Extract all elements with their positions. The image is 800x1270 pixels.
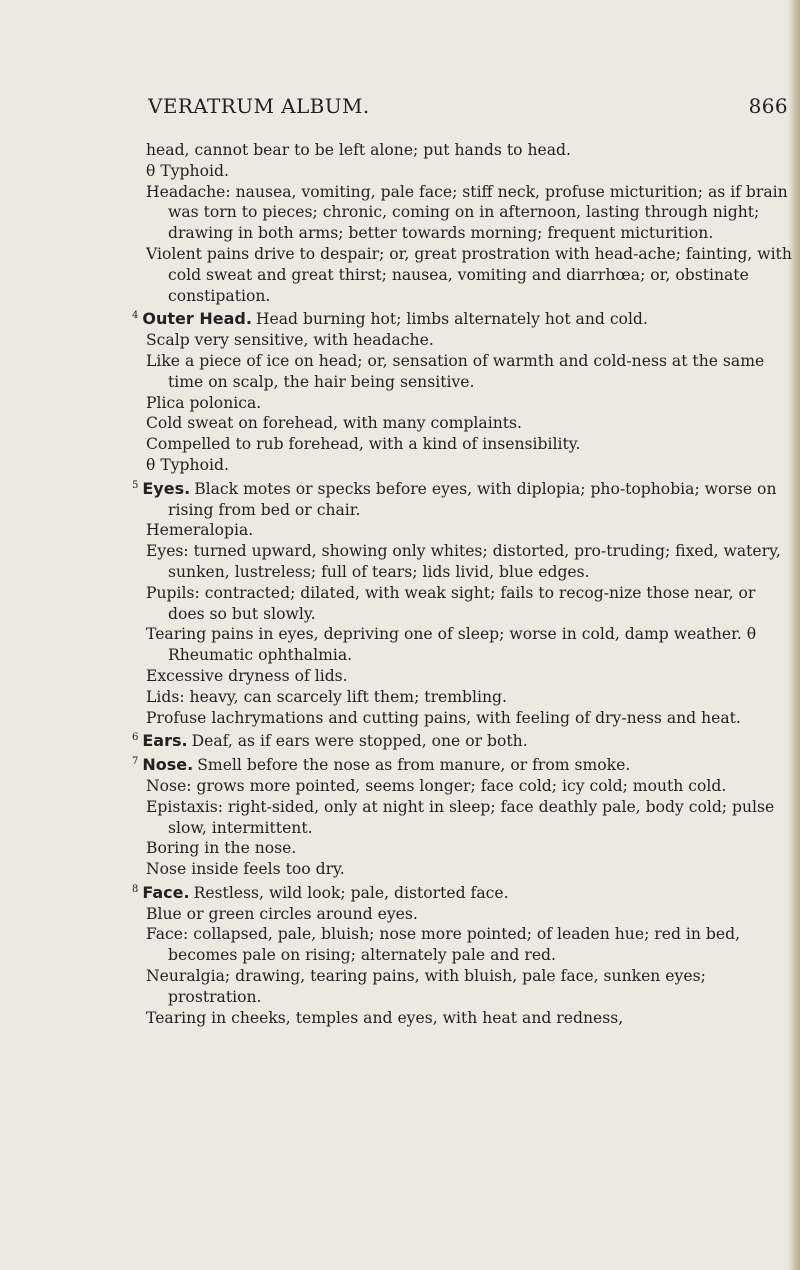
entry-text: Compelled to rub forehead, with a kind of insensibility. bbox=[146, 435, 581, 454]
symptom-entry bbox=[146, 244, 792, 306]
entry-text: Head burning hot; limbs alternately hot and cold. bbox=[255, 310, 648, 329]
symptom-entry bbox=[146, 583, 792, 625]
entry-text: θ Typhoid. bbox=[146, 161, 229, 180]
symptom-entry bbox=[146, 1008, 792, 1029]
section-entry bbox=[132, 476, 792, 521]
entry-text: Smell before the nose as from manure, or from smoke. bbox=[197, 756, 631, 775]
entry-text: Scalp very sensitive, with headache. bbox=[146, 331, 434, 350]
entry-text: θ Typhoid. bbox=[146, 455, 229, 474]
entry-text: Profuse lachrymations and cutting pains, with feeling of dry-ness and heat. bbox=[146, 708, 741, 727]
section-number: 8 bbox=[132, 883, 139, 895]
entry-text: Eyes: turned upward, showing only whites; distorted, pro-truding; fixed, watery, sunken, lustreless; full of tears; lids livid, blue edges. bbox=[146, 542, 781, 581]
section-entry bbox=[132, 880, 792, 904]
page-number: 866 bbox=[748, 94, 788, 118]
symptom-entry bbox=[146, 520, 792, 541]
symptom-entry bbox=[146, 904, 792, 925]
symptom-entry bbox=[146, 687, 792, 708]
section-heading: Eyes. bbox=[142, 478, 191, 498]
symptom-entry bbox=[146, 182, 792, 244]
symptom-entry bbox=[146, 434, 792, 455]
symptom-entry bbox=[146, 140, 792, 161]
section-entry bbox=[132, 306, 792, 330]
entry-text: Nose: grows more pointed, seems longer; face cold; icy cold; mouth cold. bbox=[146, 776, 727, 795]
symptom-entry bbox=[146, 859, 792, 880]
entry-text: Lids: heavy, can scarcely lift them; trembling. bbox=[146, 687, 507, 706]
entry-text: Violent pains drive to despair; or, great prostration with head-ache; fainting, with cold sweat and great thirst; nausea, vomiting and diarrhœa; or, obstinate constipation. bbox=[146, 244, 792, 305]
entry-text: Excessive dryness of lids. bbox=[146, 666, 348, 685]
entry-text: Plica polonica. bbox=[146, 393, 262, 412]
entry-text: Epistaxis: right-sided, only at night in sleep; face deathly pale, body cold; pulse slow, intermittent. bbox=[146, 797, 775, 837]
symptom-entry bbox=[146, 776, 792, 797]
entry-text: Nose inside feels too dry. bbox=[146, 860, 345, 879]
symptom-entry bbox=[146, 924, 792, 966]
section-heading: Face. bbox=[142, 882, 190, 902]
symptom-entry bbox=[146, 330, 792, 351]
symptom-entry bbox=[146, 666, 792, 687]
symptom-entry bbox=[146, 838, 792, 859]
section-entry bbox=[132, 752, 792, 776]
section-number: 4 bbox=[132, 310, 139, 322]
entry-text: Headache: nausea, vomiting, pale face; stiff neck, profuse micturition; as if brain was torn to pieces; chronic, coming on in afternoon, lasting through night; drawing in both arms; better towards morning; frequent micturition. bbox=[146, 182, 788, 243]
symptom-entry bbox=[146, 966, 792, 1008]
section-entry bbox=[132, 728, 792, 752]
entry-text: Cold sweat on forehead, with many complaints. bbox=[146, 414, 522, 433]
entry-text: Face: collapsed, pale, bluish; nose more pointed; of leaden hue; red in bed, becomes pale on rising; alternately pale and red. bbox=[146, 925, 741, 965]
symptom-entry bbox=[146, 161, 792, 182]
section-number: 6 bbox=[132, 732, 139, 744]
symptom-entry bbox=[146, 455, 792, 476]
section-heading: Ears. bbox=[142, 731, 188, 751]
entry-text: Like a piece of ice on head; or, sensation of warmth and cold-ness at the same time on scalp, the hair being sensitive. bbox=[146, 351, 765, 391]
entry-text: Hemeralopia. bbox=[146, 521, 254, 540]
entry-text: Blue or green circles around eyes. bbox=[146, 904, 418, 923]
page-body bbox=[132, 140, 792, 1028]
symptom-entry bbox=[146, 624, 792, 666]
symptom-entry bbox=[146, 541, 792, 583]
section-heading: Nose. bbox=[142, 755, 194, 775]
section-heading: Outer Head. bbox=[142, 309, 252, 329]
symptom-entry bbox=[146, 797, 792, 839]
entry-text: head, cannot bear to be left alone; put hands to head. bbox=[146, 141, 571, 159]
entry-text: Black motes or specks before eyes, with diplopia; pho-tophobia; worse on rising from bed or chair. bbox=[168, 479, 777, 519]
entry-text: Tearing in cheeks, temples and eyes, with heat and redness, bbox=[146, 1008, 624, 1027]
entry-text: Restless, wild look; pale, distorted face. bbox=[193, 883, 509, 902]
entry-text: Deaf, as if ears were stopped, one or both. bbox=[191, 732, 528, 751]
symptom-entry bbox=[146, 413, 792, 434]
entry-text: Neuralgia; drawing, tearing pains, with bluish, pale face, sunken eyes; prostration. bbox=[146, 967, 706, 1006]
symptom-entry bbox=[146, 393, 792, 414]
section-number: 5 bbox=[132, 479, 139, 491]
entry-text: Pupils: contracted; dilated, with weak sight; fails to recog-nize those near, or does so but slowly. bbox=[146, 583, 756, 623]
section-number: 7 bbox=[132, 756, 139, 768]
entry-text: Boring in the nose. bbox=[146, 839, 297, 858]
symptom-entry bbox=[146, 708, 792, 729]
symptom-entry bbox=[146, 351, 792, 393]
running-title: VERATRUM ALBUM. bbox=[148, 94, 370, 118]
entry-text: Tearing pains in eyes, depriving one of sleep; worse in cold, damp weather. θ Rheumatic ophthalmia. bbox=[146, 625, 757, 665]
running-header bbox=[148, 94, 788, 124]
